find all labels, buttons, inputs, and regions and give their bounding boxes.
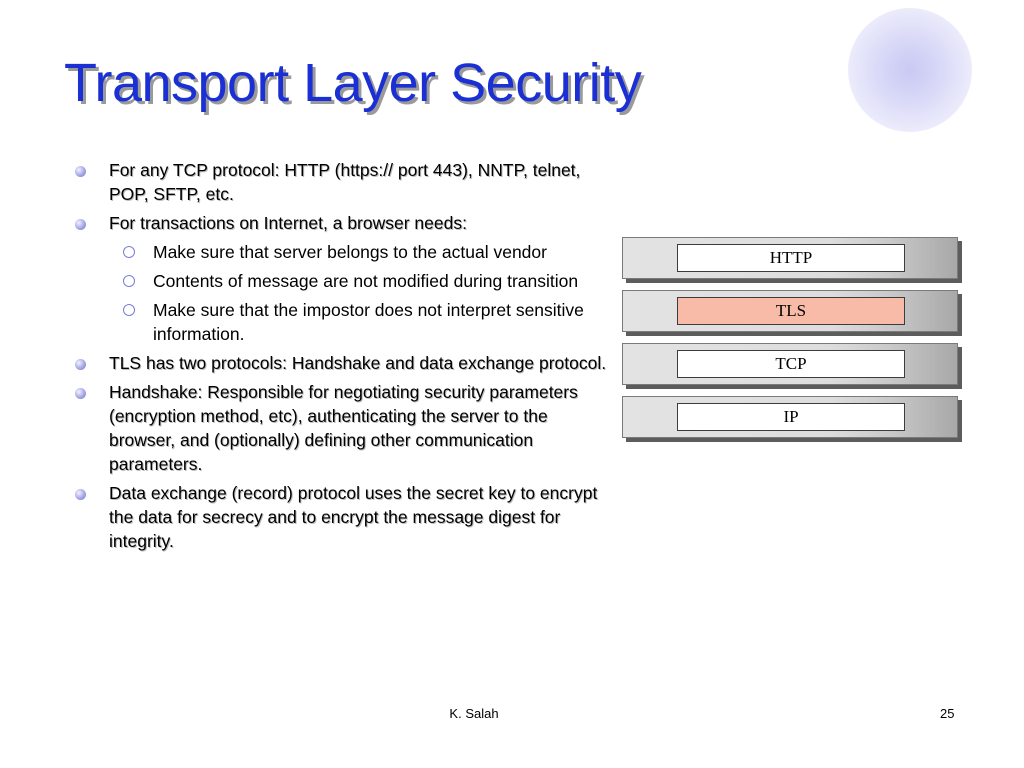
layer-ip — [622, 396, 958, 438]
page-number: 25 — [940, 706, 955, 721]
bullet-item — [70, 380, 615, 476]
bullet-dot-icon — [75, 359, 86, 370]
bullet-item — [70, 351, 615, 375]
sub-bullet-item — [70, 240, 615, 264]
bullet-list — [70, 158, 615, 558]
sub-bullet-item — [70, 269, 615, 293]
bullet-dot-icon — [75, 219, 86, 230]
bullet-text: For any TCP protocol: HTTP (https:// port 443), NNTP, telnet, POP, SFTP, etc. — [109, 160, 581, 204]
bullet-dot-icon — [75, 489, 86, 500]
bullet-text: TLS has two protocols: Handshake and data exchange protocol. — [109, 353, 607, 373]
layer-label: HTTP — [677, 244, 905, 272]
bullet-text: Data exchange (record) protocol uses the secret key to encrypt the data for secrecy and to encrypt the message digest for integrity. — [109, 483, 598, 551]
sub-bullet-text: Make sure that server belongs to the actual vendor — [153, 242, 547, 262]
bullet-item — [70, 481, 615, 553]
bullet-dot-icon — [75, 388, 86, 399]
bullet-item — [70, 158, 615, 206]
layer-tls — [622, 290, 958, 332]
sub-bullet-ring-icon — [123, 304, 135, 316]
decorative-circle — [848, 8, 972, 132]
slide-title: Transport Layer Security — [64, 53, 642, 113]
bullet-text: For transactions on Internet, a browser needs: — [109, 213, 467, 233]
layer-label: TCP — [677, 350, 905, 378]
bullet-dot-icon — [75, 166, 86, 177]
sub-bullet-item — [70, 298, 615, 346]
footer-author-text: K. Salah — [449, 706, 499, 721]
bullet-item — [70, 211, 615, 235]
layer-http — [622, 237, 958, 279]
sub-bullet-text: Contents of message are not modified during transition — [153, 271, 579, 291]
layer-label: IP — [677, 403, 905, 431]
layer-label: TLS — [677, 297, 905, 325]
sub-bullet-ring-icon — [123, 275, 135, 287]
bullet-text: Handshake: Responsible for negotiating security parameters (encryption method, etc), authenticating the server to the browser, and (optionally) defining other communication parameters. — [109, 382, 578, 474]
layer-tcp — [622, 343, 958, 385]
protocol-stack-diagram — [622, 237, 964, 449]
sub-bullet-text: Make sure that the impostor does not interpret sensitive information. — [153, 300, 584, 344]
sub-bullet-ring-icon — [123, 246, 135, 258]
